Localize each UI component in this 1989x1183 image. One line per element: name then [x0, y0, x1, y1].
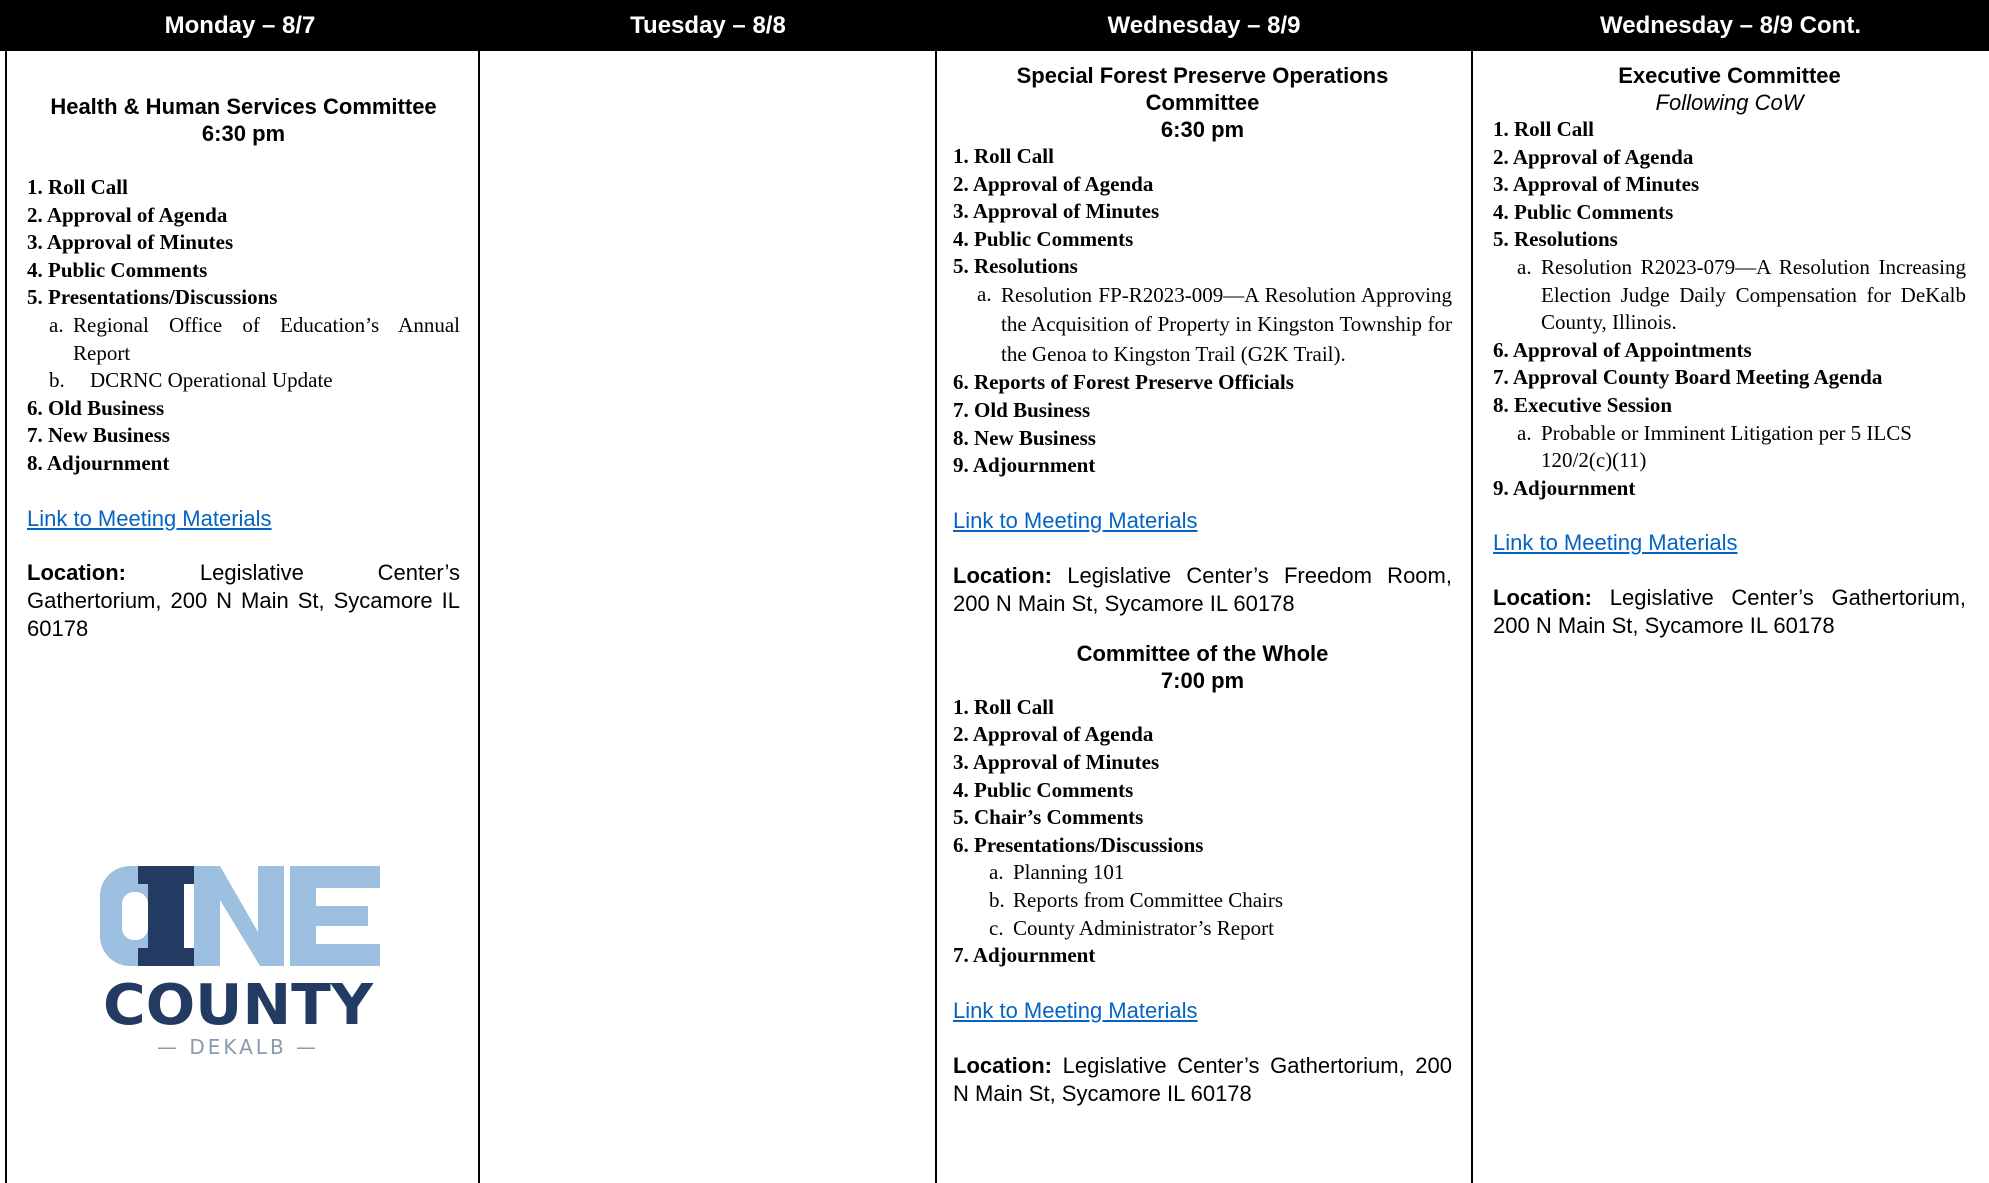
- agenda-subitem: [953, 859, 1452, 887]
- subitem-letter: c.: [989, 915, 1004, 940]
- location-text: Legislative Center’s Gathertorium, 200 N Main St, Sycamore IL 60178: [27, 559, 460, 641]
- agenda-subitem: [953, 281, 1452, 370]
- location-label: Location:: [953, 1052, 1052, 1078]
- agenda-item: 2. Approval of Agenda: [27, 202, 228, 227]
- agenda-item: 5. Chair’s Comments: [953, 805, 1144, 830]
- subitem-letter: a.: [989, 860, 1004, 885]
- agenda-item: 3. Approval of Minutes: [953, 199, 1160, 224]
- subitem-letter: a.: [1517, 420, 1532, 445]
- agenda-item: 4. Public Comments: [27, 257, 208, 282]
- agenda-item: 4. Public Comments: [953, 777, 1134, 802]
- wednesday-column: [953, 62, 1452, 1108]
- meeting-materials-link[interactable]: Link to Meeting Materials: [1493, 530, 1738, 556]
- agenda-item: 2. Approval of Agenda: [953, 171, 1154, 196]
- agenda-item: 3. Approval of Minutes: [1493, 172, 1700, 197]
- agenda-item: 6. Old Business: [27, 395, 165, 420]
- header-wednesday: Wednesday – 8/9: [1107, 12, 1301, 39]
- location-label: Location:: [27, 559, 126, 585]
- agenda-item: 7. Approval County Board Meeting Agenda: [1493, 365, 1883, 390]
- agenda-item: 5. Presentations/Discussions: [27, 285, 278, 310]
- one-county-dekalb-logo: [98, 862, 380, 1057]
- agenda-item: 8. Adjournment: [27, 450, 170, 475]
- agenda-item: 1. Roll Call: [27, 175, 128, 199]
- agenda-item: 1. Roll Call: [1493, 117, 1594, 141]
- column-border: [1471, 51, 1473, 1183]
- location-text: Legislative Center’s Gathertorium, 200 N Main St, Sycamore IL 60178: [953, 1052, 1452, 1106]
- logo-text-county: COUNTY: [103, 973, 375, 1038]
- location: [953, 562, 1452, 618]
- location: [953, 1052, 1452, 1108]
- agenda-item: 6. Presentations/Discussions: [953, 832, 1204, 857]
- subitem-text: Probable or Imminent Litigation per 5 ILCS 120/2(c)(11): [1541, 420, 1912, 473]
- subitem-letter: a.: [977, 281, 992, 306]
- subitem-text: Reports from Committee Chairs: [1013, 888, 1284, 912]
- meeting-time: 6:30 pm: [1160, 117, 1245, 142]
- location-label: Location:: [1493, 585, 1592, 611]
- agenda-item: 9. Adjournment: [953, 453, 1096, 478]
- header-wednesday-cont: Wednesday – 8/9 Cont.: [1600, 12, 1861, 39]
- subitem-text: DCRNC Operational Update: [90, 368, 333, 393]
- agenda-item: 2. Approval of Agenda: [953, 722, 1154, 747]
- agenda-item: 5. Resolutions: [953, 254, 1078, 279]
- column-border: [478, 51, 480, 1183]
- location: [1493, 584, 1966, 640]
- agenda-item: 2. Approval of Agenda: [1493, 144, 1694, 169]
- monday-column: [27, 93, 460, 643]
- agenda-item: 8. Executive Session: [1493, 392, 1673, 417]
- meeting-title: Committee of the Whole: [1076, 640, 1329, 666]
- agenda-subitem: [1493, 254, 1966, 337]
- agenda-item: 3. Approval of Minutes: [953, 750, 1160, 775]
- agenda-item: 7. Adjournment: [953, 943, 1096, 968]
- agenda-item: 3. Approval of Minutes: [27, 230, 234, 255]
- logo-text-dekalb: — DEKALB —: [156, 1035, 320, 1057]
- header-monday: Monday – 8/7: [164, 12, 316, 39]
- agenda-item: 4. Public Comments: [953, 226, 1134, 251]
- subitem-letter: b.: [49, 368, 65, 393]
- agenda-item: 1. Roll Call: [953, 694, 1054, 719]
- meeting-materials-link[interactable]: Link to Meeting Materials: [953, 997, 1198, 1023]
- agenda-item: 5. Resolutions: [1493, 227, 1618, 252]
- meeting-materials-link[interactable]: Link to Meeting Materials: [27, 505, 272, 531]
- wednesday-cont-column: [1493, 62, 1966, 640]
- header-bar: [0, 0, 1989, 51]
- location-text: Legislative Center’s Gathertorium, 200 N Main St, Sycamore IL 60178: [1493, 585, 1966, 639]
- column-border: [5, 51, 7, 1183]
- agenda-subitem: [953, 915, 1452, 943]
- column-border: [935, 51, 937, 1183]
- header-tuesday: Tuesday – 8/8: [630, 12, 786, 39]
- location: [27, 559, 460, 643]
- subitem-letter: a.: [1517, 254, 1532, 279]
- subitem-text: Regional Office of Education’s Annual Report: [73, 312, 460, 365]
- meeting-title: Special Forest Preserve Operations Committee: [1016, 63, 1389, 115]
- subitem-letter: b.: [989, 888, 1005, 912]
- meeting-time: 6:30 pm: [201, 121, 286, 146]
- subitem-text: Resolution R2023-079—A Resolution Increasing Election Judge Daily Compensation for DeKalb County, Illinois.: [1541, 254, 1966, 335]
- agenda-item: 7. New Business: [27, 423, 170, 448]
- meeting-title: Executive Committee: [1618, 63, 1841, 88]
- agenda-item: 8. New Business: [953, 425, 1096, 450]
- meeting-title: Health & Human Services Committee: [50, 94, 437, 119]
- meeting-subtitle: Following CoW: [1655, 90, 1804, 115]
- meeting-time: 7:00 pm: [1160, 667, 1245, 693]
- location-text: Legislative Center’s Freedom Room, 200 N Main St, Sycamore IL 60178: [953, 562, 1452, 616]
- agenda-item: 9. Adjournment: [1493, 475, 1636, 500]
- subitem-text: County Administrator’s Report: [1013, 915, 1274, 940]
- agenda-item: 7. Old Business: [953, 398, 1091, 423]
- subitem-letter: a.: [49, 312, 64, 337]
- location-label: Location:: [953, 562, 1052, 588]
- agenda-item: 6. Reports of Forest Preserve Officials: [953, 370, 1294, 395]
- agenda-subitem: [27, 312, 460, 367]
- subitem-text: Resolution FP-R2023-009—A Resolution Approving the Acquisition of Property in Kingston Township for the Genoa to Kingston Trail (G2K Trail).: [1001, 282, 1452, 366]
- subitem-text: Planning 101: [1013, 860, 1125, 885]
- agenda-item: 6. Approval of Appointments: [1493, 337, 1752, 362]
- agenda-item: 1. Roll Call: [953, 144, 1054, 168]
- meeting-materials-link[interactable]: Link to Meeting Materials: [953, 507, 1198, 533]
- agenda-subitem: [1493, 420, 1966, 475]
- agenda-subitem: [953, 887, 1452, 915]
- agenda-subitem: [27, 367, 460, 395]
- agenda-item: 4. Public Comments: [1493, 199, 1674, 224]
